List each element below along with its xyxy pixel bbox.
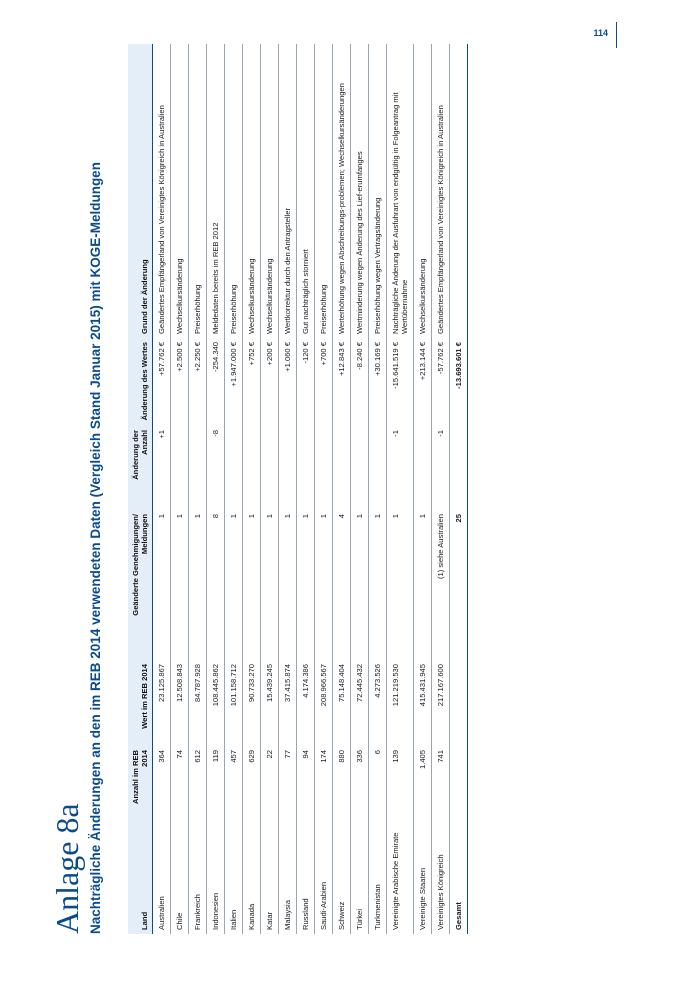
cell-wert: 217.167.600: [432, 660, 450, 746]
header-aenderung-wert: Änderung des Wertes: [128, 338, 153, 426]
cell-land: Italien: [225, 816, 243, 934]
cell-aenderung-wert: +57.762 €: [153, 338, 171, 426]
cell-geaendert: 1: [279, 510, 297, 660]
cell-aenderung-anzahl: -1: [387, 426, 414, 510]
cell-land: Vereinigte Staaten: [414, 816, 432, 934]
cell-aenderung-wert: +2.250 €: [189, 338, 207, 426]
table-row: [351, 44, 369, 934]
cell-geaendert: 1: [297, 510, 315, 660]
cell-geaendert: 4: [333, 510, 351, 660]
cell-grund: Geändertes Empfängerland von Vereinigtes Königreich in Australien: [432, 44, 450, 338]
cell-geaendert: (1) siehe Australien: [432, 510, 450, 660]
cell-grund: Wechselkursänderung: [414, 44, 432, 338]
cell-aenderung-anzahl: [351, 426, 369, 510]
table-row: [207, 44, 225, 934]
cell-aenderung-wert: -15.641.519 €: [387, 338, 414, 426]
total-label: Gesamt: [450, 816, 468, 934]
cell-land: Russland: [297, 816, 315, 934]
cell-land: Saudi-Arabien: [315, 816, 333, 934]
cell-grund: Nachträgliche Änderung der Ausfuhrart von endgültig in Folgeantrag mit Wertübernahme: [387, 44, 414, 338]
cell-grund: Wertkorrektur durch den Antragsteller: [279, 44, 297, 338]
cell-anzahl: 22: [261, 746, 279, 816]
table-row: [243, 44, 261, 934]
cell-aenderung-wert: +2.500 €: [171, 338, 189, 426]
cell-aenderung-wert: +752 €: [243, 338, 261, 426]
table-row: [432, 44, 450, 934]
cell-grund: Wechselkursänderung: [171, 44, 189, 338]
cell-geaendert: 8: [207, 510, 225, 660]
header-grund: Grund der Änderung: [128, 44, 153, 338]
cell-land: Türkei: [351, 816, 369, 934]
cell-land: Malaysia: [279, 816, 297, 934]
cell-wert: 4.273.526: [369, 660, 387, 746]
total-row: [450, 44, 468, 934]
cell-aenderung-wert: +700 €: [315, 338, 333, 426]
table-row: [315, 44, 333, 934]
cell-aenderung-wert: +30.169 €: [369, 338, 387, 426]
total-empty: [450, 44, 468, 338]
cell-wert: 121.219.530: [387, 660, 414, 746]
cell-grund: Wechselkursänderung: [261, 44, 279, 338]
cell-grund: Preiserhöhung: [189, 44, 207, 338]
changes-table: [128, 44, 468, 934]
cell-aenderung-wert: +1.060 €: [279, 338, 297, 426]
cell-aenderung-wert: -120 €: [297, 338, 315, 426]
cell-aenderung-wert: -254.340: [207, 338, 225, 426]
header-anzahl: Anzahl im REB 2014: [128, 746, 153, 816]
cell-land: Vereinigtes Königreich: [432, 816, 450, 934]
cell-geaendert: 1: [414, 510, 432, 660]
cell-grund: Preiserhöhung wegen Vertragsänderung: [369, 44, 387, 338]
cell-aenderung-anzahl: [414, 426, 432, 510]
cell-geaendert: 1: [261, 510, 279, 660]
cell-aenderung-anzahl: [225, 426, 243, 510]
cell-aenderung-anzahl: [315, 426, 333, 510]
cell-land: Turkmenistan: [369, 816, 387, 934]
table-row: [225, 44, 243, 934]
cell-geaendert: 1: [315, 510, 333, 660]
cell-geaendert: 1: [369, 510, 387, 660]
cell-anzahl: 457: [225, 746, 243, 816]
cell-aenderung-anzahl: [261, 426, 279, 510]
page-subtitle: Nachträgliche Änderungen an den im REB 2014 verwendeten Daten (Vergleich Stand Januar 2015) mit KOGE-Meldungen: [88, 162, 103, 934]
cell-grund: Preiserhöhung: [315, 44, 333, 338]
cell-anzahl: 364: [153, 746, 171, 816]
cell-anzahl: 6: [369, 746, 387, 816]
table-row: [387, 44, 414, 934]
table-row: [297, 44, 315, 934]
total-empty: [450, 426, 468, 510]
cell-land: Katar: [261, 816, 279, 934]
cell-geaendert: 1: [189, 510, 207, 660]
cell-anzahl: 1.405: [414, 746, 432, 816]
table-body: [153, 44, 450, 934]
table-row: [279, 44, 297, 934]
cell-grund: Geändertes Empfängerland von Vereinigtes Königreich in Australien: [153, 44, 171, 338]
cell-aenderung-wert: +12.843 €: [333, 338, 351, 426]
cell-land: Vereinigte Arabische Emirate: [387, 816, 414, 934]
cell-aenderung-anzahl: [297, 426, 315, 510]
cell-aenderung-anzahl: [243, 426, 261, 510]
header-wert: Wert im REB 2014: [128, 660, 153, 746]
cell-geaendert: 1: [153, 510, 171, 660]
table-row: [369, 44, 387, 934]
changes-table-wrapper: [128, 44, 468, 934]
table-row: [153, 44, 171, 934]
cell-wert: 90.733.270: [243, 660, 261, 746]
cell-grund: Wertminderung wegen Änderung des Lief-erumfanges: [351, 44, 369, 338]
cell-grund: Gut nachträglich storniert: [297, 44, 315, 338]
cell-wert: 208.966.567: [315, 660, 333, 746]
cell-grund: Meldedaten bereits im REB 2012: [207, 44, 225, 338]
cell-aenderung-anzahl: [333, 426, 351, 510]
cell-aenderung-anzahl: -1: [432, 426, 450, 510]
cell-aenderung-wert: -57.762 €: [432, 338, 450, 426]
cell-geaendert: 1: [225, 510, 243, 660]
table-row: [333, 44, 351, 934]
cell-wert: 101.158.712: [225, 660, 243, 746]
cell-geaendert: 1: [351, 510, 369, 660]
cell-land: Schweiz: [333, 816, 351, 934]
cell-aenderung-wert: +213.144 €: [414, 338, 432, 426]
cell-wert: 415.431.945: [414, 660, 432, 746]
cell-anzahl: 119: [207, 746, 225, 816]
cell-wert: 12.508.843: [171, 660, 189, 746]
cell-aenderung-anzahl: [279, 426, 297, 510]
header-geaenderte-genehmigungen: Geänderte Genehmigungen/ Meldungen: [128, 510, 153, 660]
table-row: [189, 44, 207, 934]
cell-wert: 23.125.867: [153, 660, 171, 746]
cell-land: Frankreich: [189, 816, 207, 934]
table-row: [171, 44, 189, 934]
cell-wert: 15.439.245: [261, 660, 279, 746]
cell-anzahl: 880: [333, 746, 351, 816]
cell-anzahl: 612: [189, 746, 207, 816]
cell-anzahl: 74: [171, 746, 189, 816]
cell-aenderung-anzahl: [171, 426, 189, 510]
cell-grund: Werterhöhung wegen Abschreibungs-problemen; Wechselkursänderungen: [333, 44, 351, 338]
cell-land: Indonesien: [207, 816, 225, 934]
cell-aenderung-anzahl: [369, 426, 387, 510]
page-number: 114: [593, 28, 608, 38]
cell-anzahl: 139: [387, 746, 414, 816]
cell-geaendert: 1: [243, 510, 261, 660]
table-row: [261, 44, 279, 934]
cell-aenderung-wert: +1.947.000 €: [225, 338, 243, 426]
cell-aenderung-wert: +200 €: [261, 338, 279, 426]
cell-wert: 84.787.928: [189, 660, 207, 746]
cell-aenderung-anzahl: [189, 426, 207, 510]
total-empty: [450, 746, 468, 816]
cell-aenderung-anzahl: -8: [207, 426, 225, 510]
cell-anzahl: 77: [279, 746, 297, 816]
title-block: [50, 34, 103, 934]
cell-wert: 4.174.386: [297, 660, 315, 746]
page-title: Anlage 8a: [49, 803, 85, 934]
cell-land: Australien: [153, 816, 171, 934]
total-empty: [450, 660, 468, 746]
cell-grund: Preiserhöhung: [225, 44, 243, 338]
table-header-row: [128, 44, 153, 934]
total-aenderung-wert: -13.693.601 €: [450, 338, 468, 426]
cell-wert: 108.445.862: [207, 660, 225, 746]
cell-anzahl: 741: [432, 746, 450, 816]
cell-wert: 72.445.432: [351, 660, 369, 746]
cell-wert: 37.415.874: [279, 660, 297, 746]
cell-anzahl: 174: [315, 746, 333, 816]
cell-grund: Wechselkursänderung: [243, 44, 261, 338]
cell-aenderung-wert: -8.240 €: [351, 338, 369, 426]
cell-aenderung-anzahl: +1: [153, 426, 171, 510]
cell-anzahl: 629: [243, 746, 261, 816]
cell-geaendert: 1: [171, 510, 189, 660]
cell-land: Kanada: [243, 816, 261, 934]
cell-land: Chile: [171, 816, 189, 934]
cell-wert: 75.148.404: [333, 660, 351, 746]
header-aenderung-anzahl: Änderung der Anzahl: [128, 426, 153, 510]
cell-geaendert: 1: [387, 510, 414, 660]
cell-anzahl: 336: [351, 746, 369, 816]
table-row: [414, 44, 432, 934]
header-land: Land: [128, 816, 153, 934]
total-geaenderte: 25: [450, 510, 468, 660]
cell-anzahl: 94: [297, 746, 315, 816]
